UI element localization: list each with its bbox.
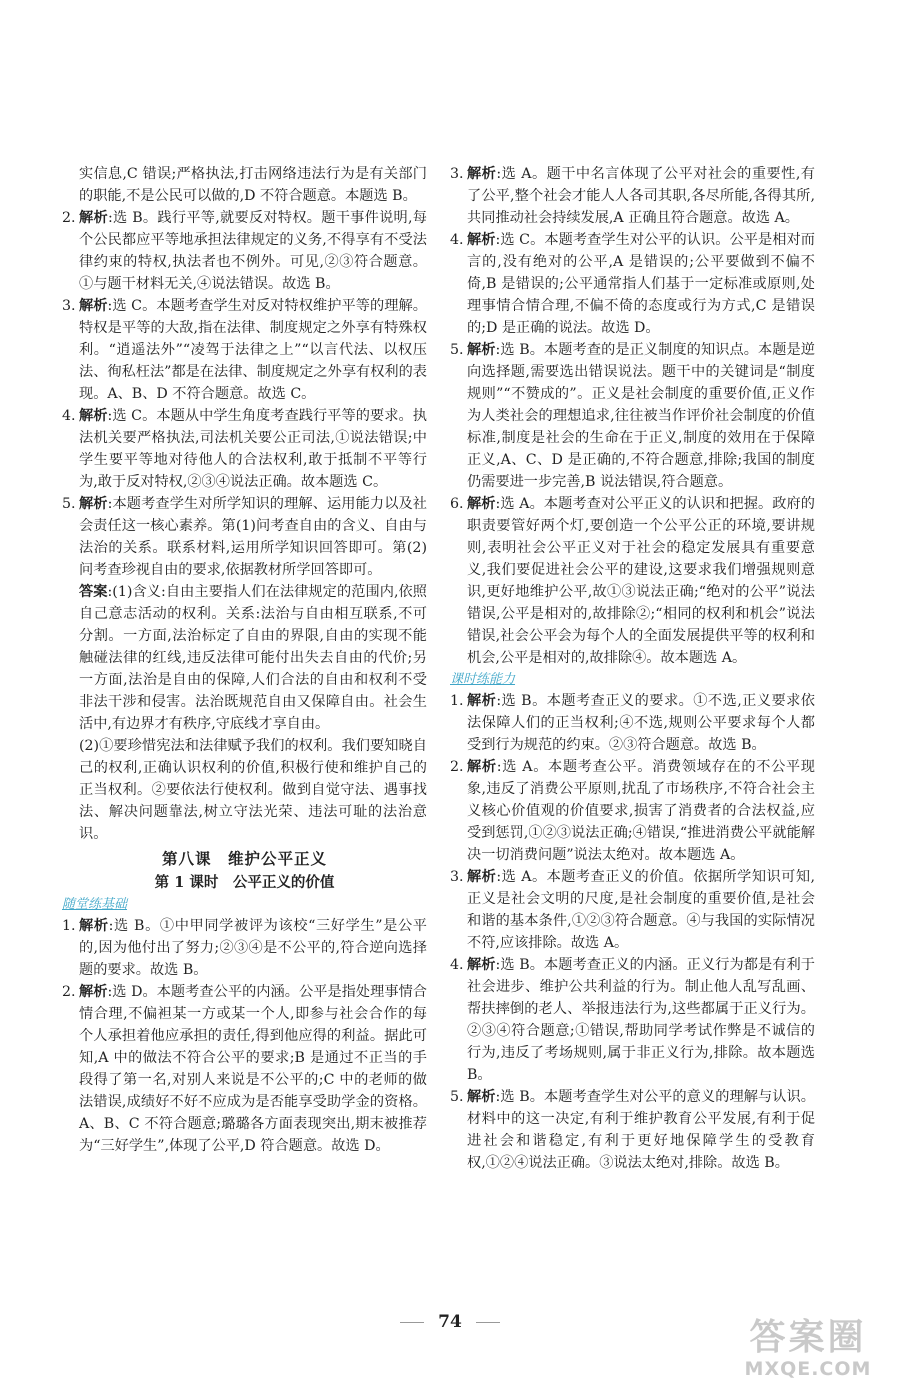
analysis-label: 解析 xyxy=(79,496,108,512)
item-text: :选 B。本题考查学生对公平的意义的理解与认识。材料中的这一决定,有利于维护教育公平发展,有利于促进社会和谐稳定,有利于更好地保障学生的受教育权,①②④说法正确。③说法太绝对,排除。故选 B。 xyxy=(467,1089,815,1171)
item-text: :本题考查学生对所学知识的理解、运用能力以及社会责任这一核心素养。第(1)问考查自由的含义、自由与法治的关系。联系材料,运用所学知识回答即可。第(2)问考查珍视自由的要求,依据教材所学回答即可。 xyxy=(79,496,427,578)
answer-item xyxy=(62,493,427,581)
answer-item xyxy=(450,954,815,1086)
item-text: :选 C。本题考查学生对反对特权维护平等的理解。特权是平等的大敌,指在法律、制度规定之外享有特殊权利。“逍遥法外”“凌驾于法律之上”“以言代法、以权压法、徇私枉法”都是在法律、制度规定之外享有权利的表现。A、B、D 不符合题意。故选 C。 xyxy=(79,298,427,402)
analysis-label: 解析 xyxy=(467,342,496,358)
item-number: 4. xyxy=(450,232,464,248)
lesson-subtitle: 第 1 课时 公平正义的价值 xyxy=(154,874,335,891)
analysis-label: 解析 xyxy=(79,210,108,226)
continued-text: 实信息,C 错误;严格执法,打击网络违法行为是有关部门的职能,不是公民可以做的,D 不符合题意。本题选 B。 xyxy=(79,166,427,204)
analysis-label: 解析 xyxy=(467,957,496,973)
left-items xyxy=(62,207,427,581)
answer-item xyxy=(62,405,427,493)
answer-item xyxy=(450,163,815,229)
answer-item xyxy=(62,207,427,295)
item-text: :选 B。本题考查的是正义制度的知识点。本题是逆向选择题,需要选出错误说法。题干中的关键词是“制度规则”“不赞成的”。正义是社会制度的重要价值,正义作为人类社会的理想追求,往往被当作评价社会制度的价值标准,制度是社会的生命在于正义,制度的效用在于保障正义,A、C、D 是正确的,不符合题意,排除;我国的制度仍需要进一步完善,B 说法错误,符合题意。 xyxy=(467,342,815,490)
item-text: :选 B。本题考查正义的内涵。正义行为都是有利于社会进步、维护公共利益的行为。制止他人乱写乱画、帮扶摔倒的老人、举报违法行为,这些都属于正义行为。②③④符合题意;①错误,帮助同学考试作弊是不诚信的行为,违反了考场规则,属于非正义行为,排除。故本题选 B。 xyxy=(467,957,815,1083)
item-text: :选 D。本题考查公平的内涵。公平是指处理事情合情合理,不偏袒某一方或某一个人,即参与社会合作的每个人承担着他应承担的责任,得到他应得的利益。据此可知,A 中的做法不符合公平的要求;B 是通过不正当的手段得了第一名,对别人来说是不公平的;C 中的老师的做法错误,成绩好不好不应成为是否能享受助学金的资格。A、B、C 不符合题意;璐璐各方面表现突出,期末被推荐为“三好学生”,体现了公平,D 符合题意。故选 D。 xyxy=(79,984,427,1154)
answer-item xyxy=(450,1086,815,1174)
answer-label: 答案 xyxy=(79,584,108,600)
section-label-basic: 随堂练基础 xyxy=(62,897,128,912)
answer-paragraph-1: 答案:(1)含义:自由主要指人们在法律规定的范围内,依照自己意志活动的权利。关系:法治与自由相互联系,不可分割。一方面,法治标定了自由的界限,自由的实现不能触碰法律的红线,违反法律可能付出失去自由的代价;另一方面,法治是自由的保障,人们合法的自由和权利不受非法干涉和侵害。法治既规范自由又保障自由。社会生活中,有边界才有秩序,守底线才享自由。 xyxy=(79,584,427,732)
answer-item xyxy=(450,339,815,493)
page-number: 74 xyxy=(0,1312,900,1332)
item-number: 5. xyxy=(62,496,76,512)
item-text: :选 A。本题考查正义的价值。依据所学知识可知,正义是社会文明的尺度,是社会制度的重要价值,是社会和谐的基本条件,①②③符合题意。④与我国的实际情况不符,应该排除。故选 A。 xyxy=(467,869,815,951)
lesson-title: 第八课 维护公平正义 xyxy=(161,849,327,868)
right-items xyxy=(450,163,815,669)
analysis-label: 解析 xyxy=(467,759,497,775)
analysis-label: 解析 xyxy=(79,408,108,424)
answer-item xyxy=(450,690,815,756)
right-column xyxy=(450,163,815,1174)
analysis-label: 解析 xyxy=(467,496,496,512)
section-label-ability: 课时练能力 xyxy=(450,672,516,687)
analysis-label: 解析 xyxy=(79,918,109,934)
answer-item xyxy=(62,915,427,981)
right-items-2 xyxy=(450,690,815,1174)
item-number: 3. xyxy=(450,869,464,885)
item-number: 2. xyxy=(450,759,464,775)
item-text: :选 A。本题考查公平。消费领域存在的不公平现象,违反了消费公平原则,扰乱了市场秩序,不符合社会主义核心价值观的价值要求,损害了消费者的合法权益,应受到惩罚,①②③说法正确;④错误,“推进消费公平就能解决一切消费问题”说法太绝对。故本题选 A。 xyxy=(467,759,815,863)
analysis-label: 解析 xyxy=(467,869,497,885)
analysis-label: 解析 xyxy=(467,1089,496,1105)
item-number: 1. xyxy=(62,918,76,934)
left-items-2 xyxy=(62,915,427,1157)
item-number: 3. xyxy=(62,298,76,314)
item-number: 4. xyxy=(62,408,76,424)
analysis-label: 解析 xyxy=(467,693,497,709)
analysis-label: 解析 xyxy=(467,232,496,248)
answer-item xyxy=(450,866,815,954)
analysis-label: 解析 xyxy=(79,298,108,314)
divider xyxy=(476,1322,500,1323)
answer-item xyxy=(450,493,815,669)
analysis-label: 解析 xyxy=(79,984,108,1000)
item-text: :选 C。本题从中学生角度考查践行平等的要求。执法机关要严格执法,司法机关要公正司法,①说法错误;中学生要平等地对待他人的合法权利,敢于抵制不平等行为,敢于反对特权,②③④说法正确。故本题选 C。 xyxy=(79,408,427,490)
watermark-url: MXQE.COM xyxy=(744,1358,872,1380)
watermark-text: 答案圈 xyxy=(749,1317,867,1358)
item-number: 2. xyxy=(62,210,76,226)
item-number: 5. xyxy=(450,1089,464,1105)
answer-item xyxy=(450,229,815,339)
item-number: 6. xyxy=(450,496,464,512)
answer-item xyxy=(450,756,815,866)
item-text: :选 C。本题考查学生对公平的认识。公平是相对而言的,没有绝对的公平,A 是错误的;公平要做到不偏不倚,B 是错误的;公平通常指人们基于一定标准或原则,处理事情合情合理,不偏不倚的态度或行为方式,C 是错误的;D 是正确的说法。故选 D。 xyxy=(467,232,815,336)
item-text: :选 B。①中甲同学被评为该校“三好学生”是公平的,因为他付出了努力;②③④是不公平的,符合逆向选择题的要求。故选 B。 xyxy=(79,918,427,978)
item-text: :选 A。本题考查对公平正义的认识和把握。政府的职责要管好两个灯,要创造一个公平公正的环境,要讲规则,表明社会公平正义对于社会的稳定发展具有重要意义,我们要促进社会公平的建设,这要求我们增强规则意识,更好地维护公平,故①③说法正确;“绝对的公平”说法错误,公平是相对的,故排除②;“相同的权利和机会”说法错误,社会公平会为每个人的全面发展提供平等的权利和机会,公平是相对的,故排除④。故本题选 A。 xyxy=(467,496,815,666)
answer-item xyxy=(62,981,427,1157)
left-column xyxy=(62,163,427,1157)
item-number: 2. xyxy=(62,984,76,1000)
item-text: :选 B。践行平等,就要反对特权。题干事件说明,每个公民都应平等地承担法律规定的义务,不得享有不受法律约束的特权,执法者也不例外。可见,②③符合题意。①与题干材料无关,④说法错误。故选 B。 xyxy=(79,210,427,292)
item-number: 3. xyxy=(450,166,464,182)
divider xyxy=(400,1322,424,1323)
item-number: 5. xyxy=(450,342,464,358)
analysis-label: 解析 xyxy=(467,166,497,182)
answer-item xyxy=(62,295,427,405)
answer-paragraph-2: (2)①要珍惜宪法和法律赋予我们的权利。我们要知晓自己的权利,正确认识权利的价值,积极行使和维护自己的正当权利。②要依法行使权利。做到自觉守法、遇事找法、解决问题靠法,树立守法光荣、违法可耻的法治意识。 xyxy=(79,738,427,842)
item-text: :选 A。题干中名言体现了公平对社会的重要性,有了公平,整个社会才能人人各司其职,各尽所能,各得其所,共同推动社会持续发展,A 正确且符合题意。故选 A。 xyxy=(467,166,815,226)
item-number: 4. xyxy=(450,957,464,973)
watermark-logo xyxy=(728,1318,888,1384)
item-text: :选 B。本题考查正义的要求。①不选,正义要求依法保障人们的正当权利;④不选,规则公平要求每个人都受到行为规范的约束。②③符合题意。故选 B。 xyxy=(467,693,815,753)
item-number: 1. xyxy=(450,693,464,709)
